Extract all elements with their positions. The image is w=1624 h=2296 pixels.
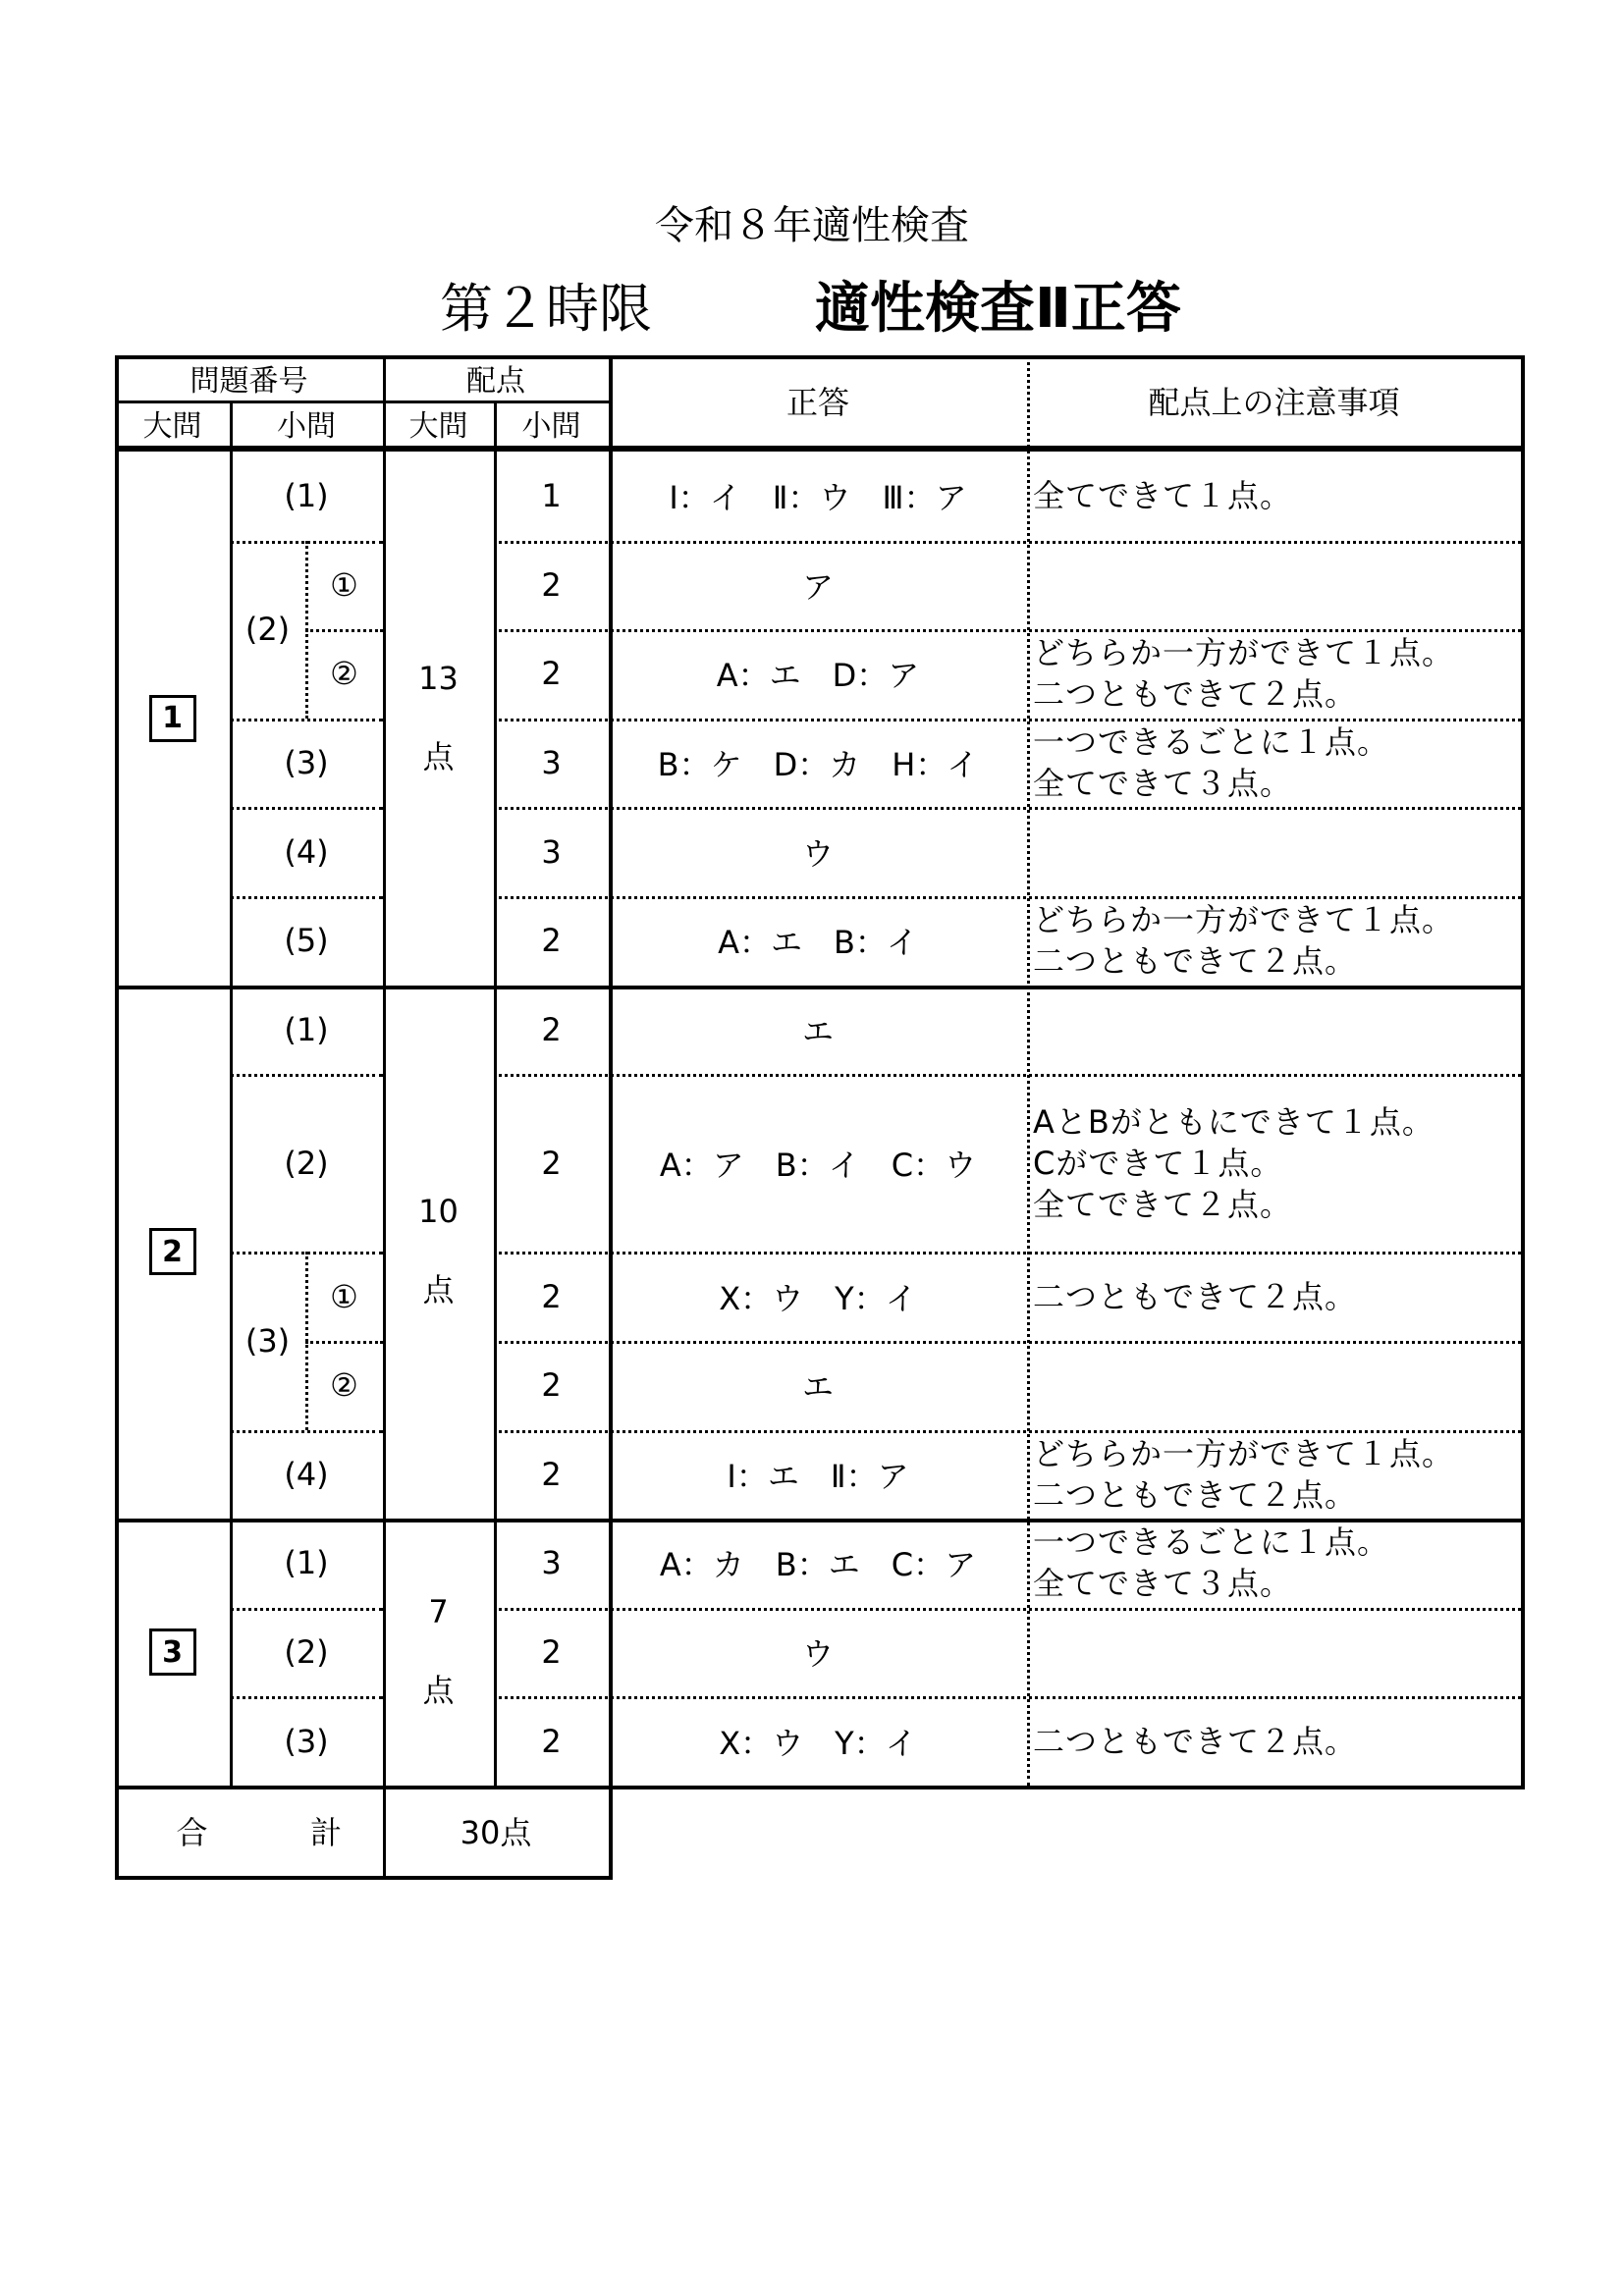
question-number bbox=[230, 807, 383, 896]
header-score-major bbox=[383, 400, 494, 446]
question-score-text: 2 bbox=[541, 922, 562, 960]
question-score bbox=[494, 1519, 609, 1608]
question-number-text: (5) bbox=[284, 922, 329, 960]
question-number bbox=[230, 452, 383, 541]
correct-answer bbox=[609, 1608, 1027, 1697]
question-score-text: 3 bbox=[541, 832, 562, 871]
score-col-rule bbox=[383, 355, 386, 1878]
section-total-unit: 点 bbox=[422, 1271, 455, 1309]
scoring-note bbox=[1027, 1608, 1521, 1697]
scoring-note bbox=[1027, 1252, 1521, 1341]
period-label: 第２時限 bbox=[440, 278, 652, 340]
section-total-value: 10 bbox=[418, 1193, 459, 1231]
scoring-note bbox=[1027, 541, 1521, 630]
correct-answer bbox=[609, 1519, 1027, 1608]
question-score bbox=[494, 719, 609, 808]
correct-answer-text: A：エ D：ア bbox=[716, 657, 920, 695]
question-score bbox=[494, 1608, 609, 1697]
minor-col-rule bbox=[230, 400, 233, 1786]
correct-answer-text: Ⅰ：イ Ⅱ：ウ Ⅲ：ア bbox=[669, 479, 967, 517]
scoring-note-text: 二つともできて２点。 bbox=[1033, 1722, 1358, 1760]
header-score-minor bbox=[494, 400, 609, 446]
question-number-text: (3) bbox=[284, 744, 329, 782]
question-number-text: (2) bbox=[244, 611, 291, 649]
correct-answer-text: A：エ B：イ bbox=[718, 924, 918, 962]
question-number-text: (2) bbox=[284, 1633, 329, 1672]
table-right-border bbox=[1521, 355, 1525, 1786]
question-score-text: 1 bbox=[541, 477, 562, 515]
row-separator-answer bbox=[494, 1696, 1521, 1699]
sub-question-number bbox=[305, 629, 383, 719]
sub-question-number bbox=[305, 1341, 383, 1430]
table-left-border bbox=[115, 355, 119, 1880]
question-number bbox=[230, 719, 383, 808]
row-separator-answer bbox=[494, 807, 1521, 810]
question-score-text: 3 bbox=[541, 1544, 562, 1582]
correct-answer bbox=[609, 986, 1027, 1075]
section-3-total-score bbox=[383, 1519, 494, 1786]
correct-answer-text: ア bbox=[801, 567, 834, 606]
row-separator-question bbox=[230, 1608, 383, 1611]
scoring-note-text: 一つできるごとに１点。 全てできて３点。 bbox=[1033, 723, 1390, 803]
scoring-note-text: どちらか一方ができて１点。 二つともできて２点。 bbox=[1033, 634, 1455, 714]
scoring-note bbox=[1027, 629, 1521, 719]
question-score-text: 2 bbox=[541, 1277, 562, 1315]
section-separator bbox=[115, 1786, 1525, 1789]
score-minor-rule bbox=[494, 400, 497, 1786]
question-number-text: (1) bbox=[284, 1544, 329, 1582]
row-separator-answer bbox=[494, 1608, 1521, 1611]
correct-answer-text: ウ bbox=[801, 1635, 834, 1674]
question-score bbox=[494, 1252, 609, 1341]
row-separator-question bbox=[305, 1341, 383, 1344]
section-total-value: 13 bbox=[418, 659, 459, 697]
question-number-text: (1) bbox=[284, 477, 329, 515]
question-number-text: (4) bbox=[284, 832, 329, 871]
correct-answer-text: Ⅰ：エ Ⅱ：ア bbox=[727, 1457, 909, 1495]
header-problem-number bbox=[115, 355, 383, 400]
header-score-major-text: 大問 bbox=[408, 409, 468, 444]
question-score-text: 2 bbox=[541, 565, 562, 604]
correct-answer-text: B：ケ D：カ H：イ bbox=[657, 746, 979, 784]
scoring-note bbox=[1027, 1074, 1521, 1252]
question-number bbox=[230, 1430, 383, 1520]
correct-answer bbox=[609, 896, 1027, 986]
sub-question-number bbox=[305, 541, 383, 630]
question-number bbox=[230, 1074, 383, 1252]
correct-answer bbox=[609, 1074, 1027, 1252]
scoring-note bbox=[1027, 1696, 1521, 1786]
correct-answer bbox=[609, 807, 1027, 896]
correct-answer bbox=[609, 719, 1027, 808]
row-separator-answer bbox=[494, 541, 1521, 544]
scoring-note bbox=[1027, 1430, 1521, 1520]
section-number-box: 2 bbox=[149, 1228, 196, 1275]
document-subtitle: 令和８年適性検査 bbox=[655, 203, 969, 248]
row-separator-answer bbox=[494, 1430, 1521, 1433]
header-notes-text: 配点上の注意事項 bbox=[1148, 384, 1400, 421]
section-total-value: 7 bbox=[428, 1593, 449, 1631]
question-number bbox=[230, 541, 305, 719]
question-number-text: (1) bbox=[284, 1010, 329, 1048]
scoring-note bbox=[1027, 807, 1521, 896]
row-separator-question bbox=[230, 719, 383, 721]
question-score-text: 3 bbox=[541, 744, 562, 782]
question-score-text: 2 bbox=[541, 1366, 562, 1405]
row-separator-answer bbox=[494, 1341, 1521, 1344]
question-score-text: 2 bbox=[541, 1722, 562, 1760]
total-score-text: 30点 bbox=[460, 1814, 532, 1851]
scoring-note bbox=[1027, 1341, 1521, 1430]
header-minor bbox=[230, 400, 383, 446]
section-total-unit: 点 bbox=[422, 1672, 455, 1710]
sub-question-split bbox=[305, 1252, 308, 1429]
question-number bbox=[230, 1519, 383, 1608]
sub-question-number bbox=[305, 1252, 383, 1341]
scoring-note-text: 二つともできて２点。 bbox=[1033, 1277, 1358, 1315]
correct-answer-text: エ bbox=[801, 1368, 834, 1407]
question-score bbox=[494, 629, 609, 719]
scoring-note-text: どちらか一方ができて１点。 二つともできて２点。 bbox=[1033, 1434, 1455, 1514]
total-score bbox=[383, 1786, 609, 1876]
table-top-border bbox=[115, 355, 1525, 359]
correct-answer bbox=[609, 629, 1027, 719]
question-score bbox=[494, 1430, 609, 1520]
section-3-label-cell bbox=[115, 1519, 230, 1786]
answer-left-border bbox=[609, 355, 613, 1880]
correct-answer-text: A：ア B：イ C：ウ bbox=[659, 1146, 977, 1184]
header-major bbox=[115, 400, 230, 446]
total-label-1 bbox=[115, 1786, 269, 1876]
scoring-note-text: どちらか一方ができて１点。 二つともできて２点。 bbox=[1033, 901, 1455, 981]
correct-answer bbox=[609, 452, 1027, 541]
correct-answer bbox=[609, 1696, 1027, 1786]
total-label-1-text: 合 bbox=[176, 1814, 208, 1851]
scoring-note bbox=[1027, 986, 1521, 1075]
document-title: 適性検査Ⅱ正答 bbox=[815, 277, 1181, 341]
total-bottom-rule bbox=[115, 1876, 613, 1880]
row-separator-answer bbox=[494, 1074, 1521, 1077]
header-mid-rule bbox=[115, 400, 609, 403]
question-score-text: 2 bbox=[541, 1633, 562, 1672]
row-separator-answer bbox=[494, 719, 1521, 721]
sub-question-number-text: ① bbox=[330, 1277, 358, 1315]
total-label-2-text: 計 bbox=[309, 1814, 342, 1851]
question-number bbox=[230, 1696, 383, 1786]
question-score bbox=[494, 1074, 609, 1252]
sub-question-number-text: ② bbox=[330, 655, 358, 693]
section-number-box: 1 bbox=[149, 695, 196, 742]
header-minor-text: 小問 bbox=[277, 409, 336, 444]
row-separator-question bbox=[230, 1074, 383, 1077]
notes-col-rule bbox=[1027, 355, 1030, 1786]
sub-question-number-text: ② bbox=[330, 1366, 358, 1405]
section-separator bbox=[115, 1519, 1525, 1522]
correct-answer-text: エ bbox=[801, 1012, 834, 1050]
scoring-note-text: 全てできて１点。 bbox=[1033, 477, 1293, 515]
question-score bbox=[494, 541, 609, 630]
question-score-text: 2 bbox=[541, 1144, 562, 1182]
question-score bbox=[494, 807, 609, 896]
scoring-note-text: 一つできるごとに１点。 全てできて３点。 bbox=[1033, 1523, 1390, 1603]
section-number-box: 3 bbox=[149, 1629, 196, 1676]
question-number bbox=[230, 896, 383, 986]
row-separator-question bbox=[230, 896, 383, 899]
scoring-note bbox=[1027, 719, 1521, 808]
row-separator-question bbox=[230, 807, 383, 810]
question-number bbox=[230, 986, 383, 1075]
scoring-note-text: AとBがともにできて１点。 Cができて１点。 全てできて２点。 bbox=[1033, 1102, 1435, 1223]
section-total-unit: 点 bbox=[422, 737, 455, 775]
question-number-text: (3) bbox=[244, 1321, 291, 1360]
question-score bbox=[494, 1696, 609, 1786]
correct-answer-text: ウ bbox=[801, 834, 834, 873]
header-score-minor-text: 小問 bbox=[521, 409, 581, 444]
header-score bbox=[383, 355, 609, 400]
question-score bbox=[494, 1341, 609, 1430]
scoring-note bbox=[1027, 1519, 1521, 1608]
question-score-text: 2 bbox=[541, 655, 562, 693]
header-score-text: 配点 bbox=[466, 364, 525, 399]
question-score-text: 2 bbox=[541, 1455, 562, 1493]
correct-answer bbox=[609, 1341, 1027, 1430]
correct-answer-text: X：ウ Y：イ bbox=[719, 1724, 917, 1762]
question-number bbox=[230, 1252, 305, 1429]
header-major-text: 大問 bbox=[142, 409, 202, 444]
question-number bbox=[230, 1608, 383, 1697]
row-separator-answer bbox=[494, 1252, 1521, 1255]
question-score bbox=[494, 986, 609, 1075]
sub-question-number-text: ① bbox=[330, 565, 358, 604]
section-separator bbox=[115, 986, 1525, 989]
question-number-text: (4) bbox=[284, 1455, 329, 1493]
section-1-total-score bbox=[383, 452, 494, 986]
header-answer-text: 正答 bbox=[785, 384, 849, 421]
correct-answer-text: X：ウ Y：イ bbox=[719, 1279, 917, 1317]
row-separator-question bbox=[230, 1696, 383, 1699]
question-score-text: 2 bbox=[541, 1010, 562, 1048]
answer-table bbox=[115, 355, 1521, 1880]
row-separator-question bbox=[305, 629, 383, 632]
section-2-label-cell bbox=[115, 986, 230, 1520]
header-answer bbox=[609, 355, 1027, 446]
sub-question-split bbox=[305, 541, 308, 719]
row-separator-answer bbox=[494, 896, 1521, 899]
header-bottom-rule-2 bbox=[115, 448, 1525, 452]
row-separator-answer bbox=[494, 629, 1521, 632]
header-notes bbox=[1027, 355, 1521, 446]
section-2-total-score bbox=[383, 986, 494, 1520]
header-problem-number-text: 問題番号 bbox=[189, 364, 308, 399]
section-1-label-cell bbox=[115, 452, 230, 986]
question-score bbox=[494, 452, 609, 541]
correct-answer bbox=[609, 1430, 1027, 1520]
total-label-2 bbox=[269, 1786, 383, 1876]
correct-answer-text: A：カ B：エ C：ア bbox=[659, 1546, 977, 1584]
question-number-text: (2) bbox=[284, 1144, 329, 1182]
scoring-note bbox=[1027, 896, 1521, 986]
correct-answer bbox=[609, 541, 1027, 630]
question-number-text: (3) bbox=[284, 1722, 329, 1760]
row-separator-question bbox=[230, 1430, 383, 1433]
scoring-note bbox=[1027, 452, 1521, 541]
question-score bbox=[494, 896, 609, 986]
correct-answer bbox=[609, 1252, 1027, 1341]
